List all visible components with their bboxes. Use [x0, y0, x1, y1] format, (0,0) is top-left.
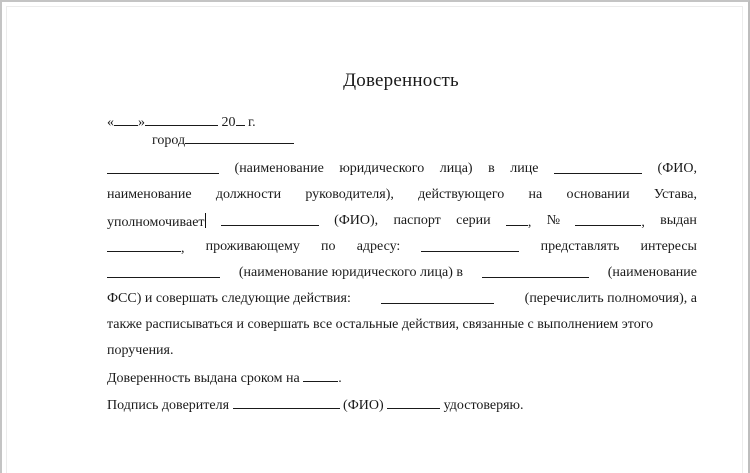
legal-entity-blank[interactable] — [107, 161, 219, 174]
address-blank[interactable] — [421, 239, 519, 252]
margin-guide-top — [6, 6, 742, 7]
principal-signature-blank[interactable] — [233, 396, 340, 409]
signature-line: Подпись доверителя (ФИО) удостоверяю. — [107, 398, 524, 413]
trustee-fio-blank[interactable] — [221, 213, 319, 226]
paragraph-line-7: также расписываться и совершать все остальные действия, связанные с выполнением этого — [107, 317, 654, 332]
paragraph-line-1: (наименование юридического лица) в лице (ФИО, — [107, 161, 697, 177]
powers-blank[interactable] — [381, 291, 494, 304]
paragraph-line-4: , проживающему по адресу: представлять интересы — [107, 239, 697, 257]
city-blank[interactable] — [185, 131, 294, 144]
validity-term-blank[interactable] — [303, 369, 338, 382]
paragraph-line-2: наименование должности руководителя), действующего на основании Устава, — [107, 187, 697, 202]
date-line: « » 20 г. — [107, 115, 256, 130]
paragraph-line-3: уполномочивает (ФИО), паспорт серии , № , выдан — [107, 213, 697, 230]
year-blank[interactable] — [236, 113, 245, 126]
paragraph-line-5: (наименование юридического лица) в (наименование — [107, 265, 697, 281]
document-title: Доверенность — [343, 70, 459, 91]
day-blank[interactable] — [114, 113, 138, 126]
city-line: город — [152, 131, 294, 149]
fss-name-blank[interactable] — [482, 265, 589, 278]
text-cursor — [205, 213, 206, 228]
passport-number-blank[interactable] — [575, 213, 641, 226]
month-blank[interactable] — [145, 113, 218, 126]
paragraph-line-8: поручения. — [107, 343, 174, 358]
certifier-signature-blank[interactable] — [387, 396, 440, 409]
validity-line: Доверенность выдана сроком на . — [107, 371, 342, 386]
issued-by-blank[interactable] — [107, 239, 181, 252]
paragraph-line-6: ФСС) и совершать следующие действия: (перечислить полномочия), а — [107, 291, 697, 306]
representative-fio-blank[interactable] — [554, 161, 642, 174]
represented-entity-blank[interactable] — [107, 265, 220, 278]
passport-series-blank[interactable] — [506, 213, 528, 226]
